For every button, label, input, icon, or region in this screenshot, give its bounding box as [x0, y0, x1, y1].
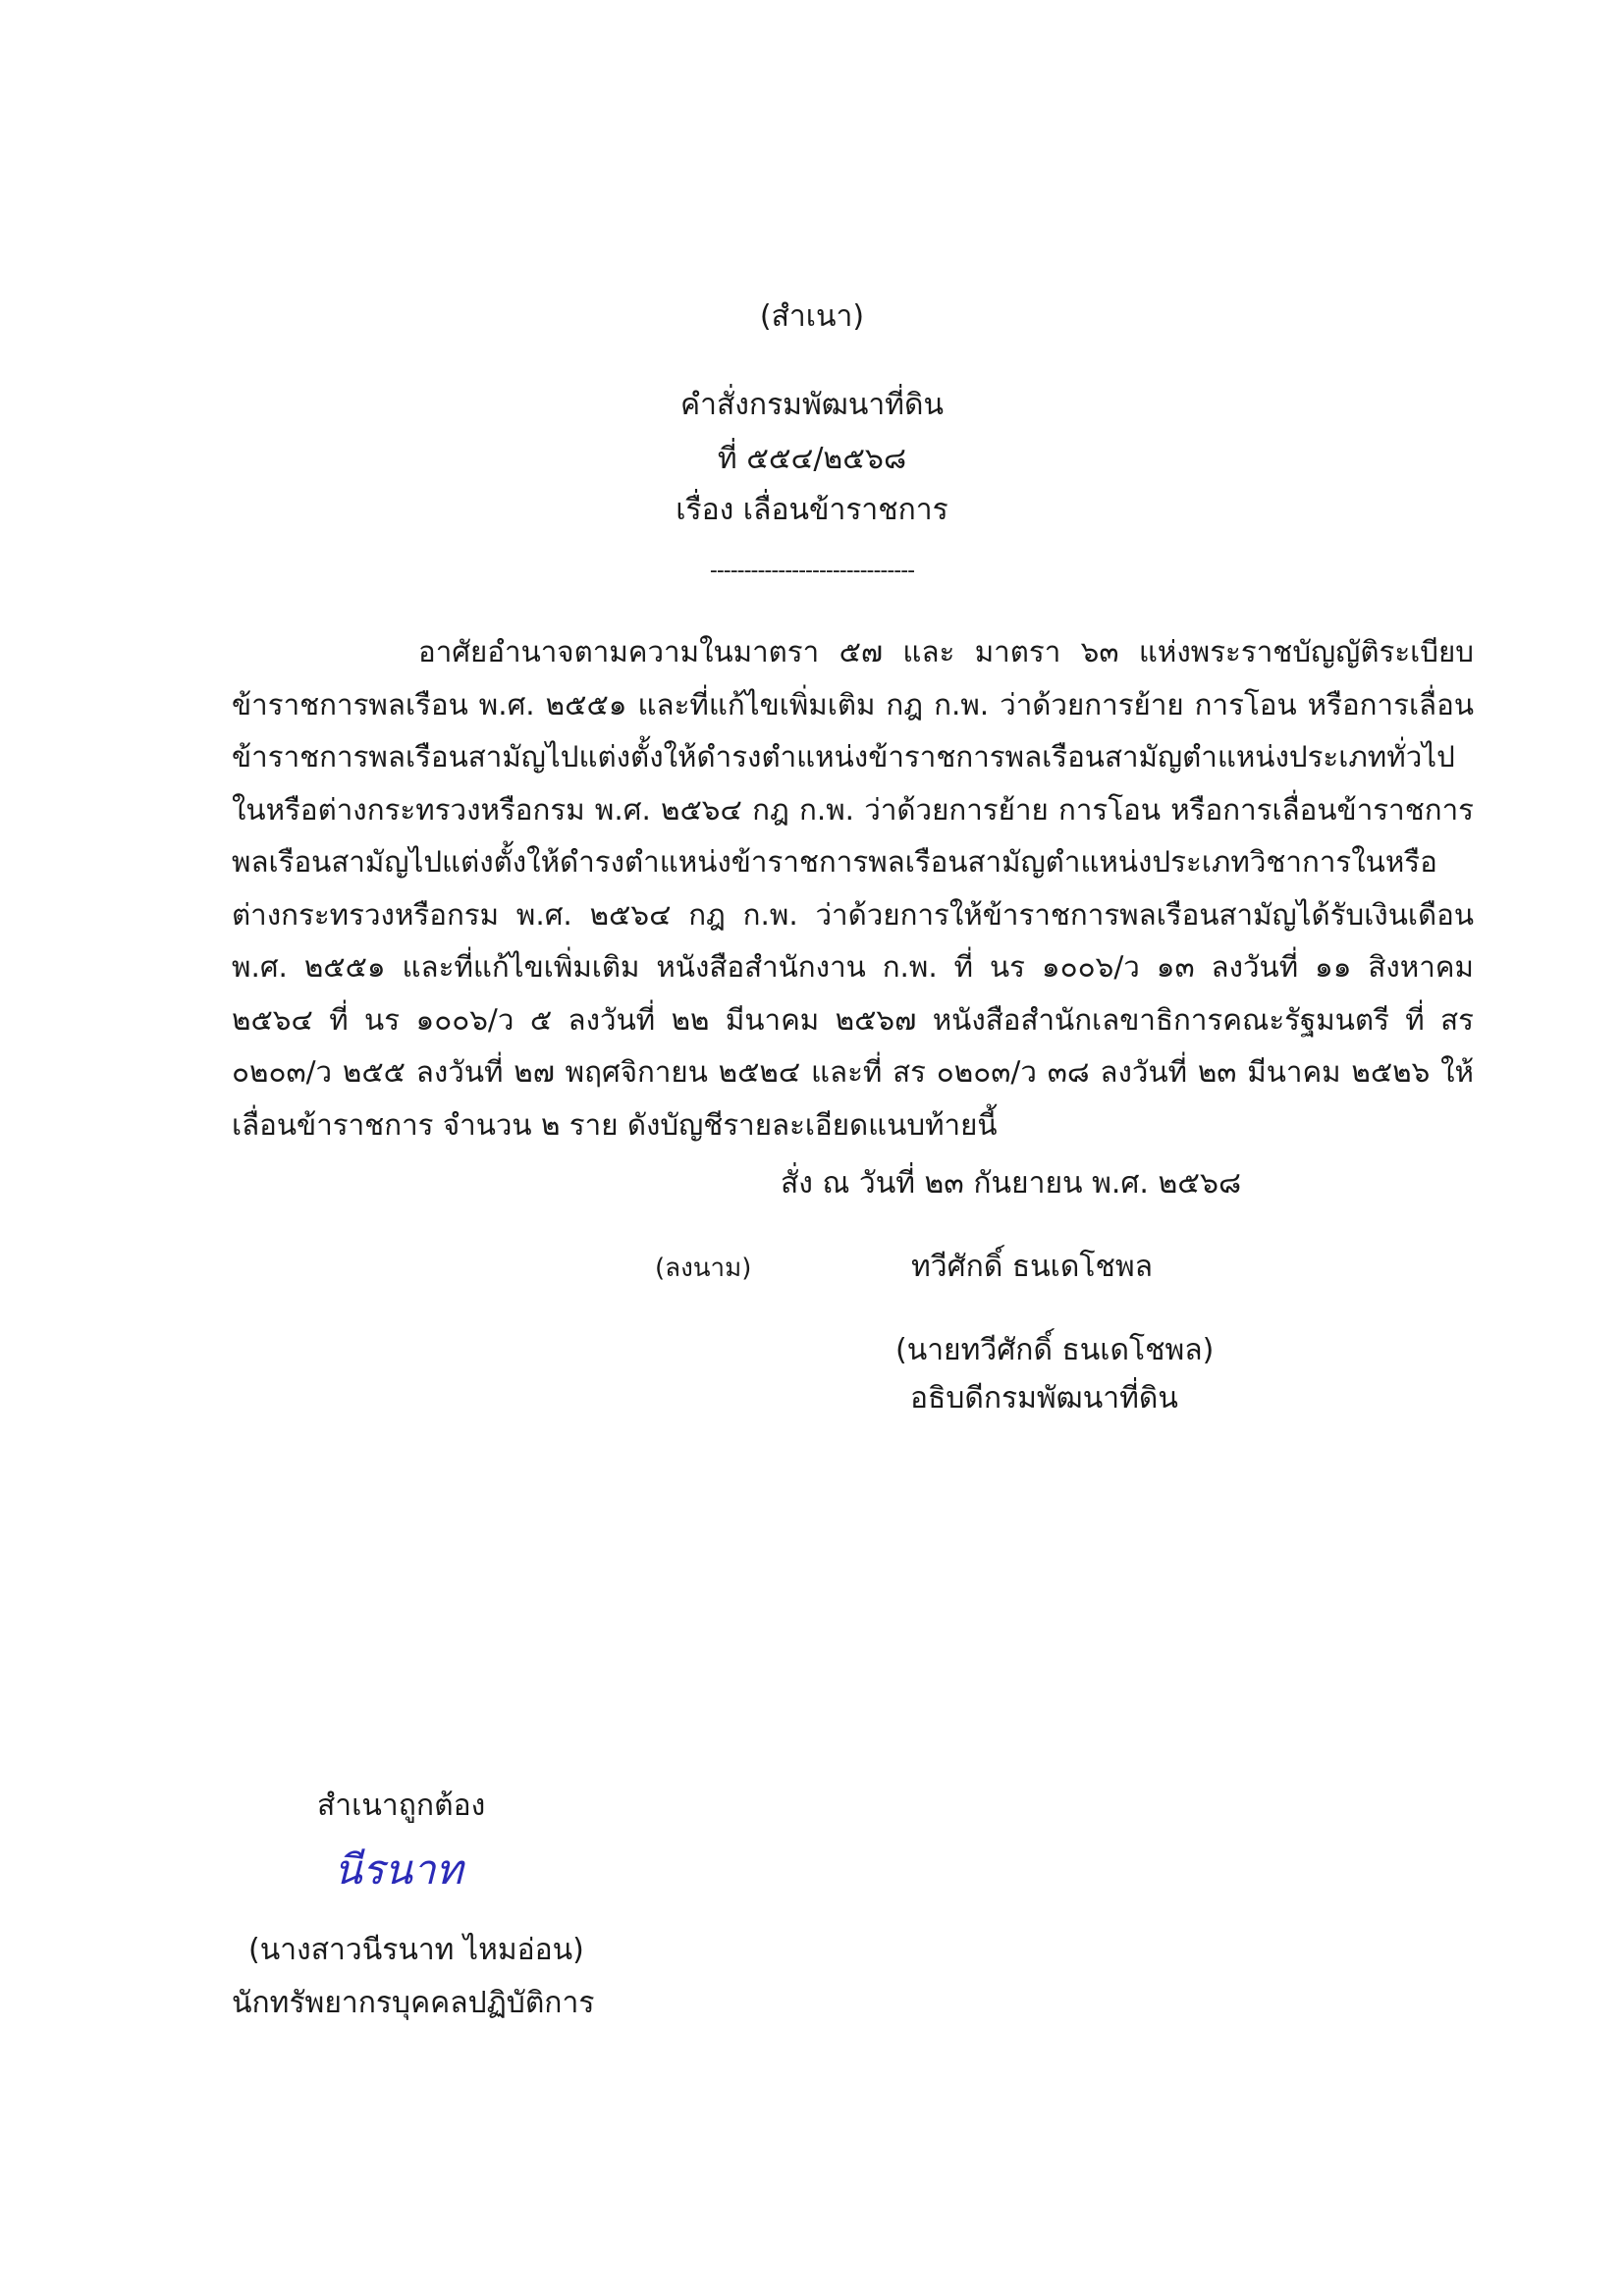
order-body-paragraph: อาศัยอำนาจตามความในมาตรา ๕๗ และ มาตรา ๖๓ แห่งพระราชบัญญัติระเบียบข้าราชการพลเรือน พ.ศ. ๒๕๕๑ และที่แก้ไขเพิ่มเติม กฎ ก.พ. ว่าด้วยการย้าย การโอน หรือการเลื่อนข้าราชการพลเรือนสามัญไปแต่งตั้งให้ดำรงตำแหน่งข้าราชการพลเรือนสามัญตำแหน่งประเภททั่วไปในหรือต่างกระทรวงหรือกรม พ.ศ. ๒๕๖๔ กฎ ก.พ. ว่าด้วยการย้าย การโอน หรือการเลื่อนข้าราชการพลเรือนสามัญไปแต่งตั้งให้ดำรงตำแหน่งข้าราชการพลเรือนสามัญตำแหน่งประเภทวิชาการในหรือต่างกระทรวงหรือกรม พ.ศ. ๒๕๖๔ กฎ ก.พ. ว่าด้วยการให้ข้าราชการพลเรือนสามัญได้รับเงินเดือน พ.ศ. ๒๕๕๑ และที่แก้ไขเพิ่มเติม หนังสือสำนักงาน ก.พ. ที่ นร ๑๐๐๖/ว ๑๓ ลงวันที่ ๑๑ สิงหาคม ๒๕๖๔ ที่ นร ๑๐๐๖/ว ๕ ลงวันที่ ๒๒ มีนาคม ๒๕๖๗ หนังสือสำนักเลขาธิการคณะรัฐมนตรี ที่ สร ๐๒๐๓/ว ๒๕๕ ลงวันที่ ๒๗ พฤศจิกายน ๒๕๒๔ และที่ สร ๐๒๐๓/ว ๓๘ ลงวันที่ ๒๓ มีนาคม ๒๕๒๖ ให้เลื่อนข้าราชการ จำนวน ๒ ราย ดังบัญชีรายละเอียดแนบท้ายนี้ — [232, 635, 1474, 1142]
certifier-full-name: (นางสาวนีรนาท ไหมอ่อน) — [248, 1933, 584, 1967]
certified-label: สำเนาถูกต้อง — [317, 1789, 486, 1823]
order-title: คำสั่งกรมพัฒนาที่ดิน — [680, 388, 944, 422]
signer-position: อธิบดีกรมพัฒนาที่ดิน — [910, 1381, 1178, 1415]
header-divider: ------------------------------ — [709, 559, 915, 583]
order-date: สั่ง ณ วันที่ ๒๓ กันยายน พ.ศ. ๒๕๖๘ — [781, 1166, 1242, 1201]
signer-full-name: (นายทวีศักดิ์ ธนเดโชพล) — [895, 1333, 1215, 1367]
sign-label: (ลงนาม) — [655, 1254, 752, 1283]
order-body — [232, 626, 1474, 1151]
signer-name: ทวีศักดิ์ ธนเดโชพล — [911, 1250, 1154, 1284]
order-subject: เรื่อง เลื่อนข้าราชการ — [676, 493, 948, 527]
handwritten-signature: นีรนาท — [334, 1845, 463, 1894]
certifier-position: นักทรัพยากรบุคคลปฏิบัติการ — [232, 1986, 595, 2020]
copy-mark: (สำเนา) — [759, 299, 865, 334]
order-number: ที่ ๕๕๔/๒๕๖๘ — [717, 442, 907, 476]
